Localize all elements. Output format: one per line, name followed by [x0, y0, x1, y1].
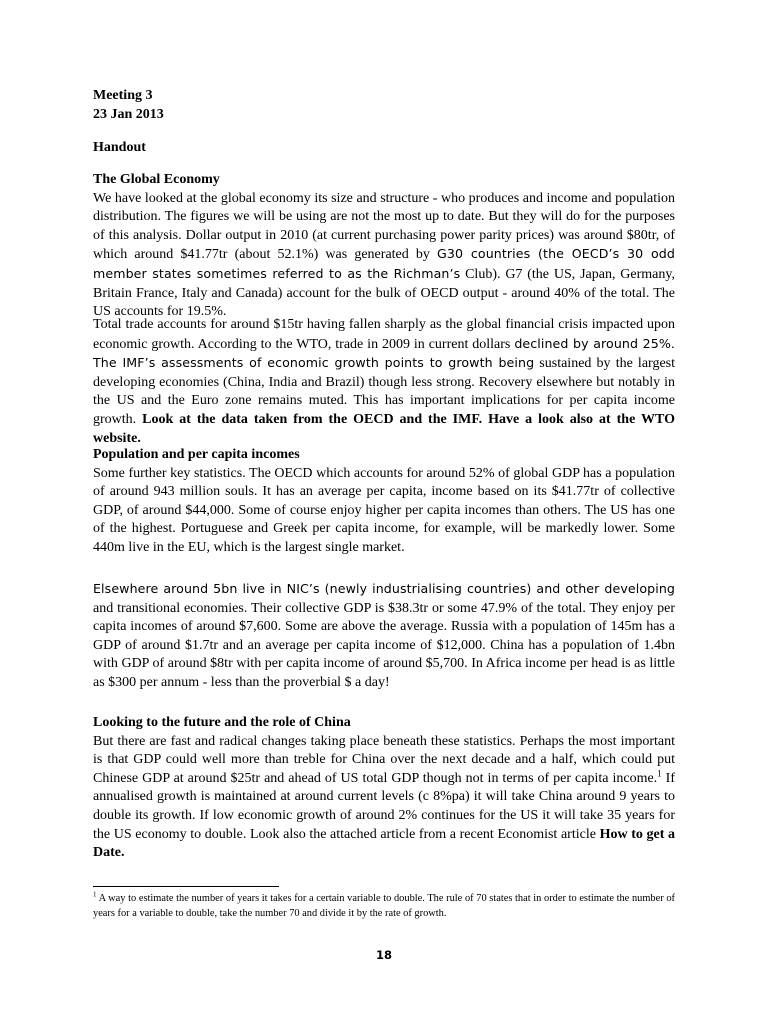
paragraph: [93, 190, 675, 322]
footnote-number: 1: [93, 890, 97, 899]
emphasis-text: How to get a Date.: [93, 826, 675, 861]
section-global-economy: [93, 171, 675, 322]
section-heading: Population and per capita incomes: [93, 447, 300, 462]
paragraph: [93, 733, 675, 863]
meeting-date: 23 Jan 2013: [93, 106, 164, 122]
section-heading: Looking to the future and the role of China: [93, 715, 351, 730]
section-future: [93, 714, 675, 863]
paragraph-nic: [93, 580, 675, 693]
emphasis-text: Look at the data taken from the OECD and the IMF. Have a look also at the WTO website.: [93, 411, 675, 446]
footnote: [93, 891, 675, 921]
paragraph: Some further key statistics. The OECD which accounts for around 52% of global GDP has a population of around 943 million souls. It has an average per capita, income based on its $41.77tr of collective GDP, of around $44,000. Some of course enjoy higher per capita incomes than others. The US has one of the highest. Portuguese and Greek per capita income, for example, will be markedly lower. Some 440m live in the EU, which is the largest single market.: [93, 465, 675, 555]
paragraph-trade: [93, 316, 675, 448]
footnote-divider: [93, 886, 279, 887]
paragraph-text: declined by around 25%. The IMF’s assessments of economic growth points to growth being: [93, 335, 675, 371]
paragraph-text: Club). G7 (the US, Japan, Germany, Britain France, Italy and Canada) account for the bulk of OECD output - around 40% of the total. The US accounts for 19.5%.: [93, 266, 675, 320]
paragraph-text: But there are fast and radical changes taking place beneath these statistics. Perhaps the most important is that GDP could well more than treble for China over the next decade and a half, which could put Chinese GDP at around $25tr and ahead of US total GDP though not in terms of per capita income.: [93, 733, 675, 786]
paragraph-text: sustained by the largest developing economies (China, India and Brazil) though less strong. Recovery elsewhere but notably in the US and the Euro zone remains muted. This has important implications for per capita income growth.: [93, 356, 675, 427]
paragraph-text: Total trade accounts for around $15tr having fallen sharply as the global financial crisis impacted upon economic growth. According to the WTO, trade in 2009 in current dollars: [93, 317, 675, 352]
page-number: 18: [375, 948, 392, 962]
paragraph-text: We have looked at the global economy its size and structure - who produces and income and population distribution. The figures we will be using are not the most up to date. But they will do for the purposes of this analysis. Dollar output in 2010 (at current purchasing power parity prices) was around $80tr, of which around $41.77tr (about 52.1%) was generated by: [93, 190, 675, 263]
paragraph-text: G30 countries (the OECD’s 30 odd member states sometimes referred to as the Richman’s: [93, 246, 675, 281]
paragraph-text: If annualised growth is maintained at around current levels (c 8%pa) it will take China around 9 years to double its growth. If low economic growth of around 2% continues for the US it will take 35 years for the US economy to double. Look also the attached article from a recent Economist article: [93, 770, 675, 842]
meeting-title: Meeting 3: [93, 88, 153, 103]
section-heading: The Global Economy: [93, 172, 220, 187]
section-population: [93, 446, 675, 558]
paragraph-text: and transitional economies. Their collective GDP is $38.3tr or some 47.9% of the total. They enjoy per capita incomes of around $7,600. Some are above the average. Russia with a population of 145m has a GDP of around $1.7tr and an average per capita income of $12,000. China has a population of 1.4bn with GDP of around $8tr with per capita income of around $5,700. In Africa income per head is as little as $300 per annum - less than the proverbial $ a day!: [93, 600, 675, 690]
footnote-reference[interactable]: 1: [657, 768, 662, 779]
footnote-text: A way to estimate the number of years it takes for a certain variable to double. The rule of 70 states that in order to estimate the number of years for a variable to double, take the number 70 and divide it by the rate of growth.: [93, 893, 675, 919]
paragraph-text: Elsewhere around 5bn live in NIC’s (newly industrialising countries) and other developing: [93, 581, 675, 596]
meeting-header: [93, 87, 675, 124]
handout-label: Handout: [93, 140, 146, 155]
